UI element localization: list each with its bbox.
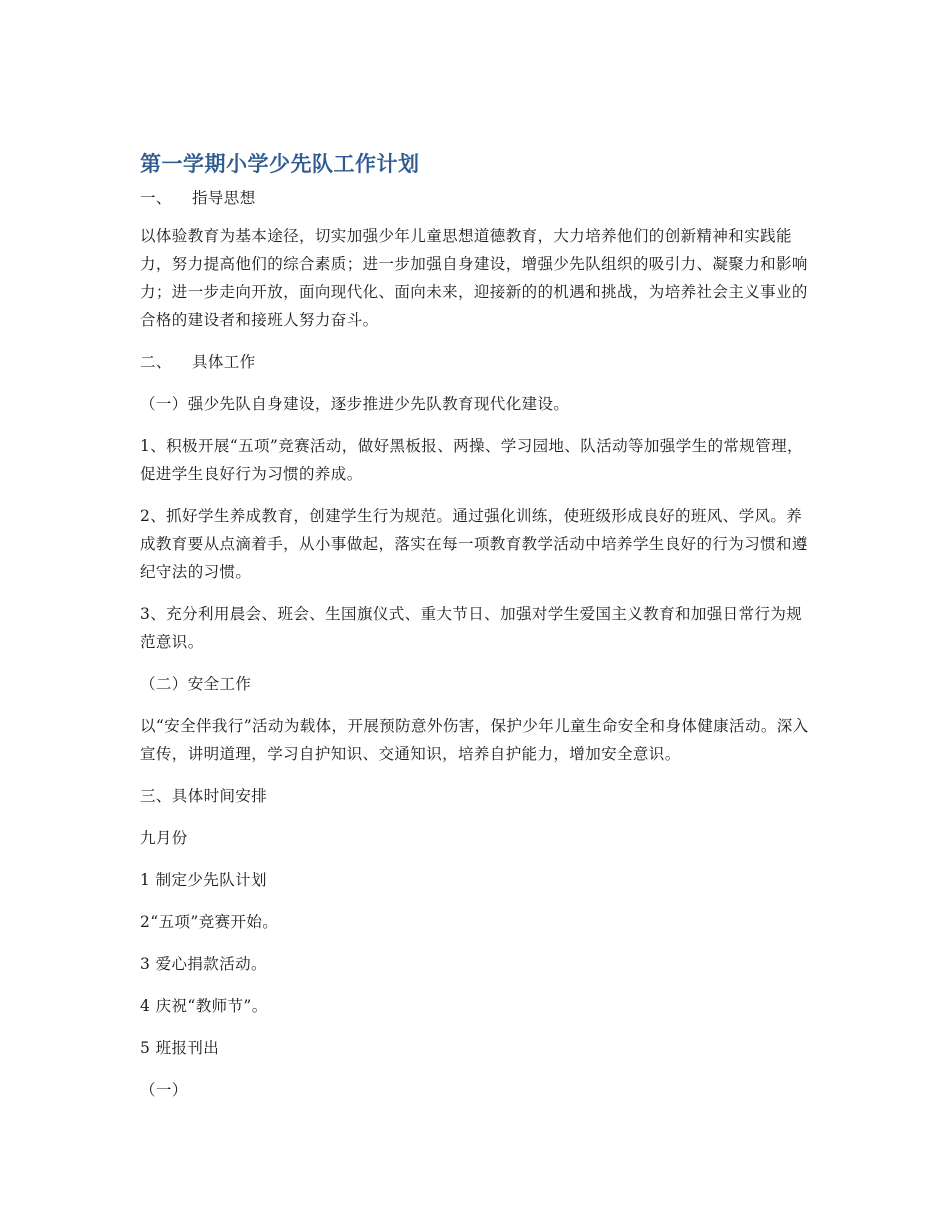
section-2-item-3: 3、充分利用晨会、班会、生国旗仪式、重大节日、加强对学生爱国主义教育和加强日常行为规范意识。 xyxy=(140,605,803,651)
section-2-item-2: 2、抓好学生养成教育，创建学生行为规范。通过强化训练，使班级形成良好的班风、学风。养成教育要从点滴着手，从小事做起，落实在每一项教育教学活动中培养学生良好的行为习惯和遵纪守法的习惯。 xyxy=(140,507,808,581)
schedule-item-3: 3 爱心捐款活动。 xyxy=(140,955,267,973)
month-label: 九月份 xyxy=(140,829,188,847)
section-2-title: 具体工作 xyxy=(192,353,256,371)
section-1-number: 一、 xyxy=(140,189,172,207)
section-3-heading: 三、具体时间安排 xyxy=(140,787,268,805)
section-1-title: 指导思想 xyxy=(192,189,256,207)
section-2-item-1: 1、积极开展“五项”竞赛活动，做好黑板报、两操、学习园地、队活动等加强学生的常规管理，促进学生良好行为习惯的养成。 xyxy=(140,437,803,483)
trailing-subheading: （一） xyxy=(140,1081,188,1099)
section-1-body: 以体验教育为基本途径，切实加强少年儿童思想道德教育，大力培养他们的创新精神和实践能力，努力提高他们的综合素质；进一步加强自身建设，增强少先队组织的吸引力、凝聚力和影响力；进一步走向开放，面向现代化、面向未来，迎接新的的机遇和挑战，为培养社会主义事业的合格的建设者和接班人努力奋斗。 xyxy=(140,227,808,329)
safety-paragraph: 以“安全伴我行”活动为载体，开展预防意外伤害，保护少年儿童生命安全和身体健康活动。深入宣传，讲明道理，学习自护知识、交通知识，培养自护能力，增加安全意识。 xyxy=(140,717,809,763)
document-title: 第一学期小学少先队工作计划 xyxy=(140,152,420,176)
section-2-heading xyxy=(140,348,816,376)
section-2-subheading-1: （一）强少先队自身建设，逐步推进少先队教育现代化建设。 xyxy=(140,395,570,413)
schedule-item-1: 1 制定少先队计划 xyxy=(140,871,267,889)
schedule-item-4: 4 庆祝“教师节”。 xyxy=(140,997,268,1015)
section-2-number: 二、 xyxy=(140,353,172,371)
document-page xyxy=(140,148,816,1118)
section-2-subheading-2: （二）安全工作 xyxy=(140,675,252,693)
section-1-heading xyxy=(140,184,816,212)
schedule-item-2: 2“五项”竞赛开始。 xyxy=(140,913,279,931)
schedule-item-5: 5 班报刊出 xyxy=(140,1039,220,1057)
